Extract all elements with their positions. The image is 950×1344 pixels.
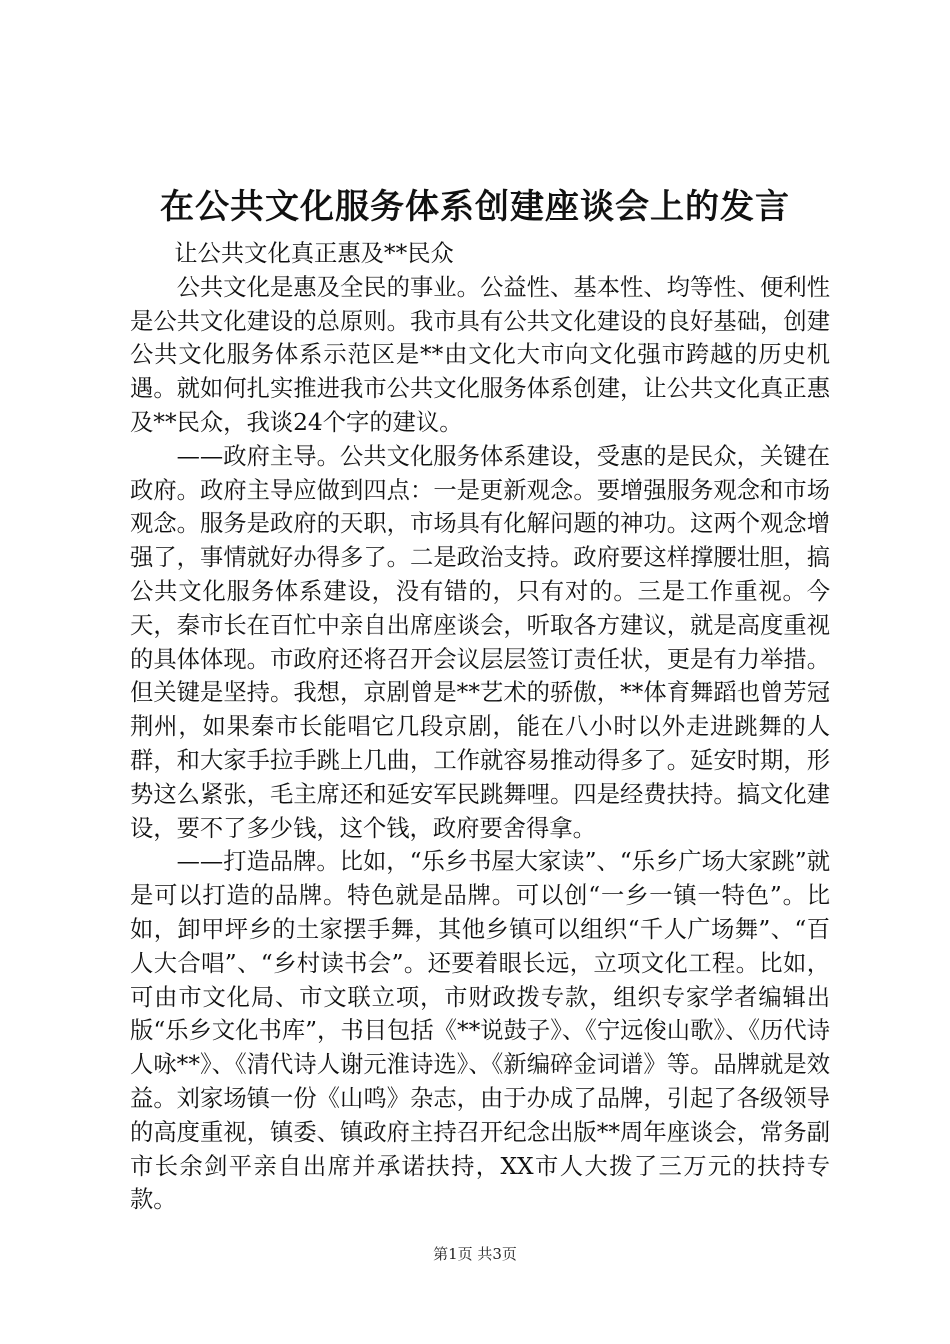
document-title: 在公共文化服务体系创建座谈会上的发言 xyxy=(160,187,790,227)
document-subtitle: 让公共文化真正惠及**民众 xyxy=(174,240,454,267)
paragraph-intro: 公共文化是惠及全民的事业。公益性、基本性、均等性、便利性是公共文化建设的总原则。我市具有公共文化建设的良好基础，创建公共文化服务体系示范区是**由文化大市向文化强市跨越的历史机遇。就如何扎实推进我市公共文化服务体系创建，让公共文化真正惠及**民众，我谈24个字的建议。 xyxy=(130,273,830,436)
document-body xyxy=(130,237,830,1217)
paragraph-build-brand: ——打造品牌。比如，“乐乡书屋大家读”、“乐乡广场大家跳”就是可以打造的品牌。特色就是品牌。可以创“一乡一镇一特色”。比如，卸甲坪乡的土家摆手舞，其他乡镇可以组织“千人广场舞”、“百人大合唱”、“乡村读书会”。还要着眼长远，立项文化工程。比如，可由市文化局、市文联立项，市财政拨专款，组织专家学者编辑出版“乐乡文化书库”，书目包括《**说鼓子》、《宁远俊山歌》、《历代诗人咏**》、《清代诗人谢元淮诗选》、《新编碎金词谱》等。品牌就是效益。刘家场镇一份《山鸣》杂志，由于办成了品牌，引起了各级领导的高度重视，镇委、镇政府主持召开纪念出版**周年座谈会，常务副市长余剑平亲自出席并承诺扶持，XX市人大拨了三万元的扶持专款。 xyxy=(130,848,830,1214)
paragraph-government-led: ——政府主导。公共文化服务体系建设，受惠的是民众，关键在政府。政府主导应做到四点：一是更新观念。要增强服务观念和市场观念。服务是政府的天职，市场具有化解问题的神功。这两个观念增强了，事情就好办得多了。二是政治支持。政府要这样撑腰壮胆，搞公共文化服务体系建设，没有错的，只有对的。三是工作重视。今天，秦市长在百忙中亲自出席座谈会，听取各方建议，就是高度重视的具体体现。市政府还将召开会议层层签订责任状，更是有力举措。但关键是坚持。我想，京剧曾是**艺术的骄傲，**体育舞蹈也曾芳冠荆州，如果秦市长能唱它几段京剧，能在八小时以外走进跳舞的人群，和大家手拉手跳上几曲，工作就容易推动得多了。延安时期，形势这么紧张，毛主席还和延安军民跳舞哩。四是经费扶持。搞文化建设，要不了多少钱，这个钱，政府要舍得拿。 xyxy=(130,442,830,842)
page-number-footer: 第1页 共3页 xyxy=(433,1245,517,1263)
